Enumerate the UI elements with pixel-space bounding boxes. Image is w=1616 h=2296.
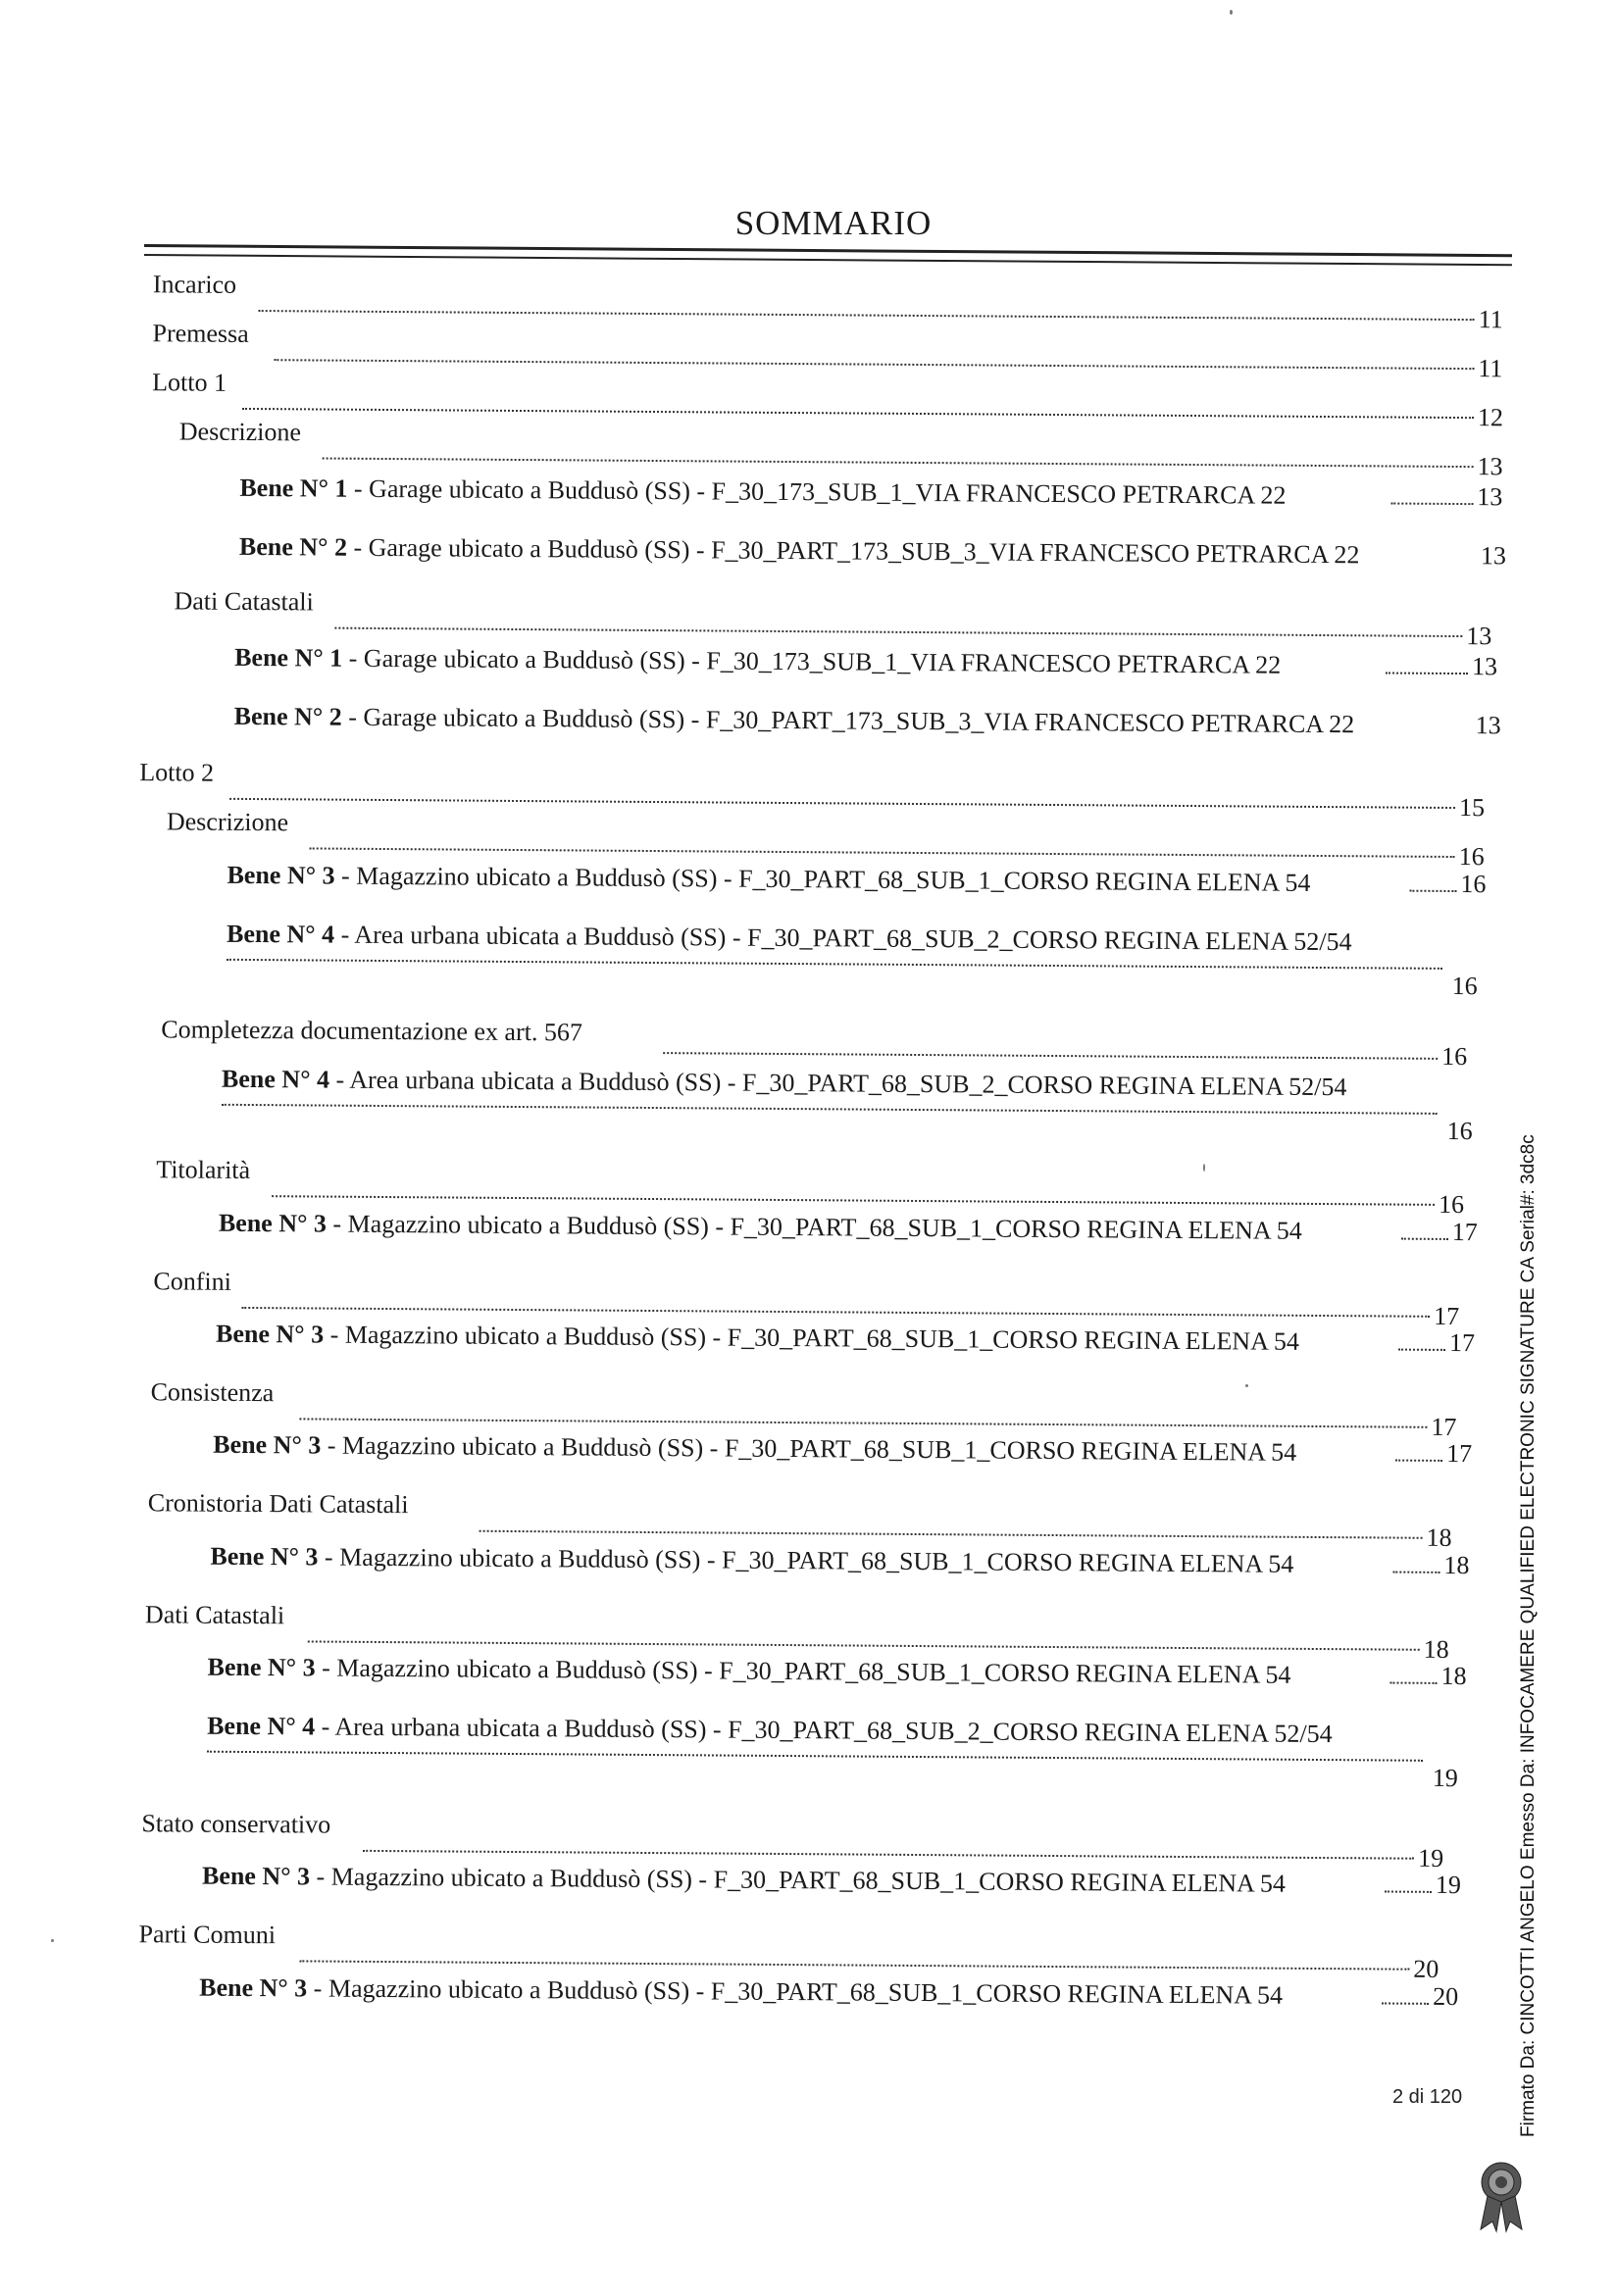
toc-entry-label: Lotto 2 <box>139 758 215 787</box>
toc-entry-bene-1[interactable] <box>239 473 1503 512</box>
toc-page-number: 17 <box>1431 1412 1457 1442</box>
toc-entry-stato-conservativo[interactable] <box>141 1809 1444 1872</box>
toc-leader <box>1389 1682 1437 1684</box>
toc-entry-bene-3[interactable] <box>218 1208 1478 1247</box>
toc-entry-bene-label: Bene N° 1 <box>239 473 348 503</box>
toc-entry-bene-3[interactable] <box>227 860 1487 899</box>
toc-page-number: 17 <box>1446 1438 1473 1469</box>
toc-entry-bene-2[interactable] <box>233 701 1501 740</box>
toc-leader <box>1390 503 1473 506</box>
toc-page-number: 20 <box>1433 1981 1459 2012</box>
toc-entry-dati-catastali[interactable] <box>144 1600 1449 1664</box>
toc-page-number: 15 <box>1458 793 1486 823</box>
toc-entry-label: - Garage ubicato a Buddusò (SS) - F_30_173_SUB_1_VIA FRANCESCO PETRARCA 22 <box>342 643 1282 679</box>
toc-page-number: 17 <box>1434 1301 1460 1331</box>
toc-page-number: 11 <box>1478 305 1503 334</box>
toc-page-number: 16 <box>1460 870 1487 899</box>
toc-page-number: 16 <box>1446 1116 1473 1146</box>
toc-entry-bene-label: Bene N° 3 <box>227 860 335 890</box>
toc-page-number: 17 <box>1451 1217 1478 1247</box>
toc-page-number: 19 <box>1435 1870 1462 1900</box>
signature-seal-icon <box>1471 2155 1532 2233</box>
toc-entry-completezza[interactable] <box>161 1015 1468 1072</box>
toc-leader <box>207 1751 1423 1762</box>
toc-entry-label: - Magazzino ubicato a Buddusò (SS) - F_30_PART_68_SUB_1_CORSO REGINA ELENA 54 <box>326 1209 1302 1245</box>
toc-entry-label: - Area urbana ubicata a Buddusò (SS) - F_30_PART_68_SUB_2_CORSO REGINA ELENA 52/54 <box>334 920 1352 957</box>
toc-leader <box>1395 1460 1442 1462</box>
toc-leader <box>1398 1349 1445 1351</box>
toc-page-number: 19 <box>1418 1843 1444 1872</box>
toc-page-number: 11 <box>1478 354 1503 383</box>
toc-entry-bene-label: Bene N° 3 <box>210 1541 319 1572</box>
scan-speck <box>51 1939 54 1942</box>
toc-page-number: 13 <box>1477 452 1503 481</box>
toc-entry-label: - Garage ubicato a Buddusò (SS) - F_30_PART_173_SUB_3_VIA FRANCESCO PETRARCA 22 <box>341 702 1355 739</box>
toc-entry-bene-4[interactable] <box>226 919 1478 1001</box>
page-indicator: 2 di 120 <box>1392 2086 1463 2108</box>
toc-entry-label: Premessa <box>152 319 249 348</box>
scan-speck <box>1230 10 1233 15</box>
toc-leader <box>272 1195 1435 1206</box>
toc-leader <box>363 1850 1414 1860</box>
toc-page-number: 16 <box>1451 971 1478 1001</box>
toc-leader <box>1401 1238 1448 1240</box>
toc-leader <box>1385 1891 1432 1893</box>
toc-entry-label: - Magazzino ubicato a Buddusò (SS) - F_30_PART_68_SUB_1_CORSO REGINA ELENA 54 <box>318 1542 1294 1578</box>
toc-entry-bene-label: Bene N° 2 <box>238 531 348 562</box>
toc-entry-label: Dati Catastali <box>144 1600 285 1630</box>
toc-page-number: 18 <box>1440 1661 1467 1691</box>
toc-leader <box>241 1307 1430 1318</box>
toc-entry-label: - Area urbana ubicata a Buddusò (SS) - F_30_PART_68_SUB_2_CORSO REGINA ELENA 52/54 <box>315 1712 1333 1749</box>
toc-page-number: 13 <box>1477 482 1503 512</box>
toc-entry-bene-1[interactable] <box>234 642 1498 681</box>
toc-entry-label: Lotto 1 <box>152 368 227 397</box>
toc-entry-bene-label: Bene N° 4 <box>226 919 335 949</box>
toc-entry-label: Confini <box>153 1267 232 1296</box>
toc-entry-bene-label: Bene N° 4 <box>221 1064 330 1094</box>
toc-entry-confini[interactable] <box>153 1267 1460 1331</box>
toc-page-number: 18 <box>1443 1550 1470 1580</box>
toc-entry-consistenza[interactable] <box>150 1377 1457 1442</box>
toc-entry-label: - Magazzino ubicato a Buddusò (SS) - F_30_PART_68_SUB_1_CORSO REGINA ELENA 54 <box>324 1320 1300 1356</box>
toc-page-number: 13 <box>1475 711 1501 740</box>
toc-page-number: 13 <box>1471 652 1498 681</box>
toc-entry-cronistoria[interactable] <box>147 1488 1452 1553</box>
toc-entry-bene-3[interactable] <box>201 1861 1462 1900</box>
toc-page-number: 16 <box>1441 1041 1468 1072</box>
toc-entry-bene-label: Bene N° 3 <box>218 1208 328 1238</box>
toc-leader <box>222 1104 1438 1115</box>
toc-entry-label: Descrizione <box>166 807 289 837</box>
toc-page-number: 13 <box>1480 541 1507 571</box>
toc-entry-bene-label: Bene N° 3 <box>213 1429 322 1460</box>
toc-leader <box>323 458 1474 469</box>
toc-leader <box>1386 672 1468 674</box>
toc-leader <box>299 1960 1409 1970</box>
toc-page-number: 18 <box>1426 1522 1452 1553</box>
toc-entry-label: Consistenza <box>150 1377 275 1408</box>
toc-leader <box>1382 2002 1429 2004</box>
toc-entry-bene-3[interactable] <box>207 1652 1467 1691</box>
toc-entry-label: Incarico <box>152 270 237 299</box>
toc-entry-bene-label: Bene N° 3 <box>201 1861 311 1891</box>
toc-entry-bene-label: Bene N° 3 <box>215 1319 325 1349</box>
toc-leader <box>310 847 1455 858</box>
toc-entry-label: - Magazzino ubicato a Buddusò (SS) - F_30_PART_68_SUB_1_CORSO REGINA ELENA 54 <box>309 1862 1287 1898</box>
toc-entry-bene-label: Bene N° 1 <box>234 642 343 673</box>
toc-entry-bene-label: Bene N° 4 <box>207 1711 316 1741</box>
toc-leader <box>663 1052 1438 1060</box>
toc-page-number: 16 <box>1438 1189 1465 1220</box>
toc-entry-bene-3[interactable] <box>213 1429 1473 1469</box>
toc-leader <box>334 627 1462 637</box>
toc-entry-parti-comuni[interactable] <box>138 1920 1439 1983</box>
toc-entry-bene-3[interactable] <box>215 1319 1476 1358</box>
toc-entry-dati-catastali[interactable] <box>174 586 1492 651</box>
page-title: SOMMARIO <box>734 204 933 242</box>
toc-page-number: 18 <box>1423 1634 1449 1664</box>
toc-leader <box>242 408 1474 419</box>
toc-entry-label: Completezza documentazione ex art. 567 <box>161 1015 582 1047</box>
toc-entry-label: - Magazzino ubicato a Buddusò (SS) - F_30_PART_68_SUB_1_CORSO REGINA ELENA 54 <box>334 861 1311 897</box>
toc-entry-label: - Magazzino ubicato a Buddusò (SS) - F_30_PART_68_SUB_1_CORSO REGINA ELENA 54 <box>315 1653 1291 1689</box>
toc-page-number: 20 <box>1413 1954 1439 1983</box>
toc-entry-bene-label: Bene N° 3 <box>207 1652 316 1682</box>
toc-entry-bene-label: Bene N° 3 <box>199 1972 308 2003</box>
toc-entry-bene-3[interactable] <box>210 1541 1470 1580</box>
toc-leader <box>1409 890 1456 892</box>
toc-leader <box>480 1530 1423 1539</box>
toc-leader <box>274 359 1474 370</box>
toc-entry-bene-2[interactable] <box>238 531 1507 571</box>
toc-entry-label: Titolarità <box>156 1155 251 1185</box>
toc-leader <box>259 310 1475 321</box>
scan-speck <box>1203 1164 1205 1172</box>
toc-page-number: 17 <box>1448 1327 1476 1358</box>
toc-page-number: 12 <box>1477 403 1504 432</box>
toc-entry-descrizione[interactable] <box>178 417 1503 481</box>
toc-leader <box>299 1418 1427 1427</box>
toc-leader <box>227 959 1442 970</box>
toc-entry-label: Parti Comuni <box>138 1920 277 1950</box>
toc-entry-titolarita[interactable] <box>156 1155 1465 1220</box>
toc-entry-label: - Area urbana ubicata a Buddusò (SS) - F_30_PART_68_SUB_2_CORSO REGINA ELENA 52/54 <box>328 1065 1347 1102</box>
toc-entry-label: Dati Catastali <box>174 586 314 617</box>
toc-entry-label: - Magazzino ubicato a Buddusò (SS) - F_30_PART_68_SUB_1_CORSO REGINA ELENA 54 <box>321 1430 1297 1467</box>
toc-entry-bene-4[interactable] <box>207 1711 1458 1793</box>
toc-leader <box>229 798 1455 809</box>
toc-leader <box>1392 1572 1439 1573</box>
toc-entry-bene-3[interactable] <box>199 1972 1459 2012</box>
toc-entry-bene-label: Bene N° 2 <box>233 701 342 731</box>
toc-entry-label: - Garage ubicato a Buddusò (SS) - F_30_PART_173_SUB_3_VIA FRANCESCO PETRARCA 22 <box>346 532 1360 570</box>
toc-entry-label: - Magazzino ubicato a Buddusò (SS) - F_30_PART_68_SUB_1_CORSO REGINA ELENA 54 <box>307 1973 1284 2010</box>
toc-entry-label: Cronistoria Dati Catastali <box>147 1488 409 1520</box>
toc-page-number: 13 <box>1466 622 1492 651</box>
toc-entry-bene-4[interactable] <box>221 1064 1473 1146</box>
toc-entry-label: - Garage ubicato a Buddusò (SS) - F_30_173_SUB_1_VIA FRANCESCO PETRARCA 22 <box>347 474 1287 510</box>
toc-entry-label: Stato conservativo <box>141 1809 331 1839</box>
digital-signature-text: Firmato Da: CINCOTTI ANGELO Emesso Da: INFOCAMERE QUALIFIED ELECTRONIC SIGNATURE CA Serial#: 3dc8c <box>1518 1134 1539 2137</box>
toc-entry-label: Descrizione <box>178 417 302 447</box>
toc-leader <box>308 1640 1420 1650</box>
toc-page-number: 19 <box>1432 1763 1458 1793</box>
scan-speck <box>1245 1384 1248 1387</box>
toc-page-number: 16 <box>1458 842 1485 872</box>
